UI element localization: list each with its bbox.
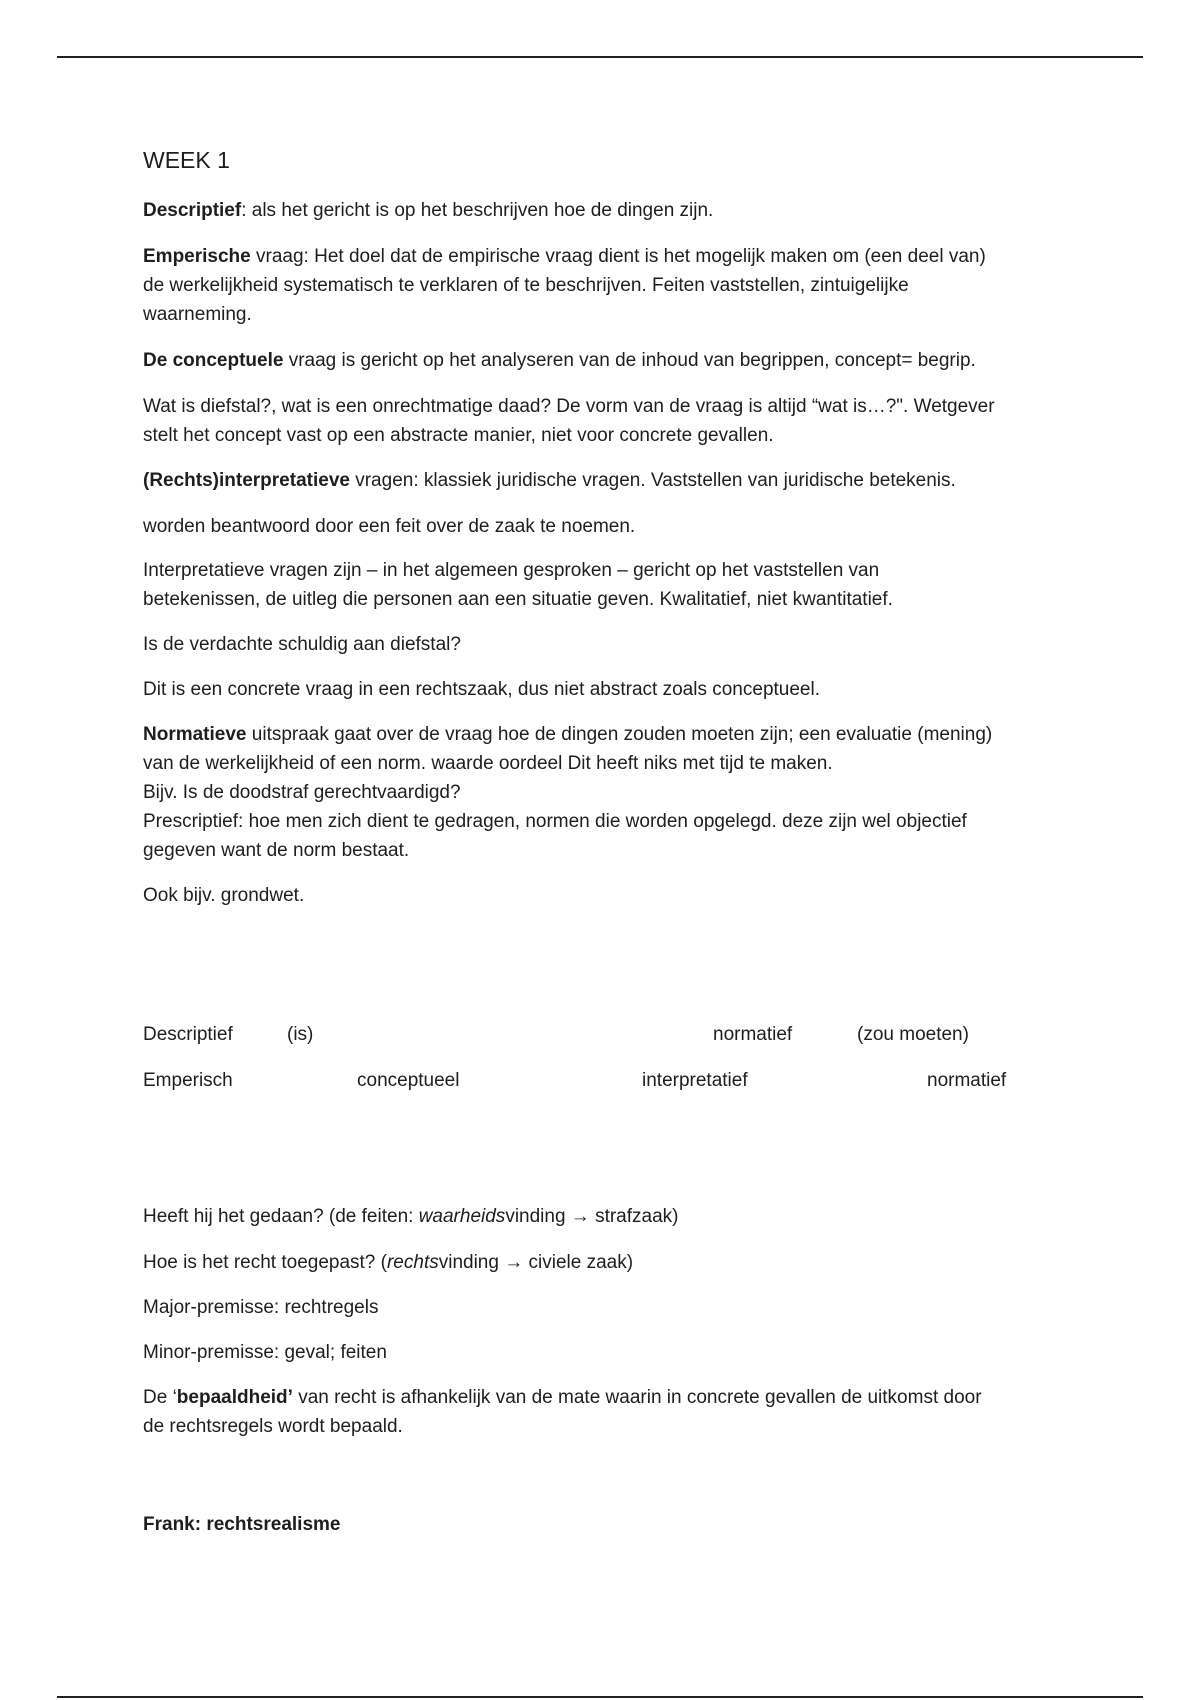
paragraph-normatieve-line2: van de werkelijkheid of een norm. waarde oordeel Dit heeft niks met tijd te maken. [143, 753, 833, 774]
table-r1-c4: (zou moeten) [857, 1024, 969, 1045]
term-normatieve: Normatieve [143, 724, 247, 745]
paragraph-major: Major-premisse: rechtregels [143, 1297, 379, 1318]
text-conceptuele: vraag is gericht op het analyseren van de inhoud van begrippen, concept= begrip. [283, 350, 976, 371]
paragraph-conceptuele [143, 346, 976, 375]
table-r1-c3: normatief [713, 1024, 793, 1045]
paragraph-concrete: Dit is een concrete vraag in een rechtszaak, dus niet abstract zoals conceptueel. [143, 679, 820, 700]
table-r1-c1: Descriptief [143, 1024, 233, 1045]
paragraph-emperische-line3: waarneming. [143, 304, 252, 325]
paragraph-interpretatieve-line2: betekenissen, de uitleg die personen aan een situatie geven. Kwalitatief, niet kwantitatief. [143, 589, 893, 610]
paragraph-interpretatieve-line1: Interpretatieve vragen zijn – in het algemeen gesproken – gericht op het vaststellen van [143, 560, 880, 581]
text-bepaaldheid-a: De ‘ [143, 1387, 177, 1408]
paragraph-rechtsinterpretatieve [143, 466, 956, 495]
paragraph-emperische-line2: de werkelijkheid systematisch te verklaren of te beschrijven. Feiten vaststellen, zintuigelijke [143, 275, 909, 296]
term-bepaaldheid: bepaaldheid’ [176, 1387, 293, 1408]
paragraph-verdachte: Is de verdachte schuldig aan diefstal? [143, 634, 461, 655]
text-emperische-1: vraag: Het doel dat de empirische vraag dient is het mogelijk maken om (een deel van) [250, 246, 986, 267]
text-gedaan-italic: waarheids [418, 1206, 506, 1227]
text-descriptief: : als het gericht is op het beschrijven hoe de dingen zijn. [241, 200, 714, 221]
heading-frank: Frank: rechtsrealisme [143, 1514, 341, 1535]
term-emperische: Emperische [143, 246, 251, 267]
text-gedaan-b: vinding → strafzaak) [505, 1206, 679, 1227]
paragraph-descriptief [143, 196, 713, 225]
paragraph-normatieve-line1 [143, 720, 992, 749]
page-title: WEEK 1 [143, 147, 230, 173]
paragraph-minor: Minor-premisse: geval; feiten [143, 1342, 387, 1363]
paragraph-diefstal-line1: Wat is diefstal?, wat is een onrechtmatige daad? De vorm van de vraag is altijd “wat is…?". Wetgever [143, 396, 995, 417]
text-rechtsinterpretatieve: vragen: klassiek juridische vragen. Vaststellen van juridische betekenis. [349, 470, 956, 491]
table-r2-c3: interpretatief [642, 1070, 748, 1091]
term-descriptief: Descriptief [143, 200, 242, 221]
text-toegepast-a: Hoe is het recht toegepast? ( [143, 1252, 387, 1273]
text-gedaan-a: Heeft hij het gedaan? (de feiten: [143, 1206, 419, 1227]
paragraph-bepaaldheid-line1 [143, 1383, 982, 1412]
paragraph-normatieve-line3: Bijv. Is de doodstraf gerechtvaardigd? [143, 782, 461, 803]
paragraph-grondwet: Ook bijv. grondwet. [143, 885, 305, 906]
table-r2-c4: normatief [927, 1070, 1007, 1091]
page-top-rule [57, 56, 1143, 58]
paragraph-beantwoord: worden beantwoord door een feit over de zaak te noemen. [143, 516, 636, 537]
table-r2-c1: Emperisch [143, 1070, 233, 1091]
text-toegepast-b: vinding → civiele zaak) [438, 1252, 634, 1273]
table-r2-c2: conceptueel [357, 1070, 460, 1091]
page-bottom-rule [57, 1696, 1143, 1698]
paragraph-gedaan [143, 1202, 679, 1231]
paragraph-emperische-line1 [143, 242, 986, 271]
text-normatieve-1: uitspraak gaat over de vraag hoe de dingen zouden moeten zijn; een evaluatie (mening) [246, 724, 993, 745]
paragraph-bepaaldheid-line2: de rechtsregels wordt bepaald. [143, 1416, 403, 1437]
paragraph-normatieve-line5: gegeven want de norm bestaat. [143, 840, 410, 861]
paragraph-toegepast [143, 1248, 633, 1277]
table-r1-c2: (is) [287, 1024, 314, 1045]
text-bepaaldheid-b: van recht is afhankelijk van de mate waarin in concrete gevallen de uitkomst door [292, 1387, 982, 1408]
paragraph-diefstal-line2: stelt het concept vast op een abstracte manier, niet voor concrete gevallen. [143, 425, 774, 446]
paragraph-normatieve-line4: Prescriptief: hoe men zich dient te gedragen, normen die worden opgelegd. deze zijn wel objectief [143, 811, 967, 832]
term-rechtsinterpretatieve: (Rechts)interpretatieve [143, 470, 350, 491]
text-toegepast-italic: rechts [386, 1252, 439, 1273]
term-conceptuele: De conceptuele [143, 350, 284, 371]
